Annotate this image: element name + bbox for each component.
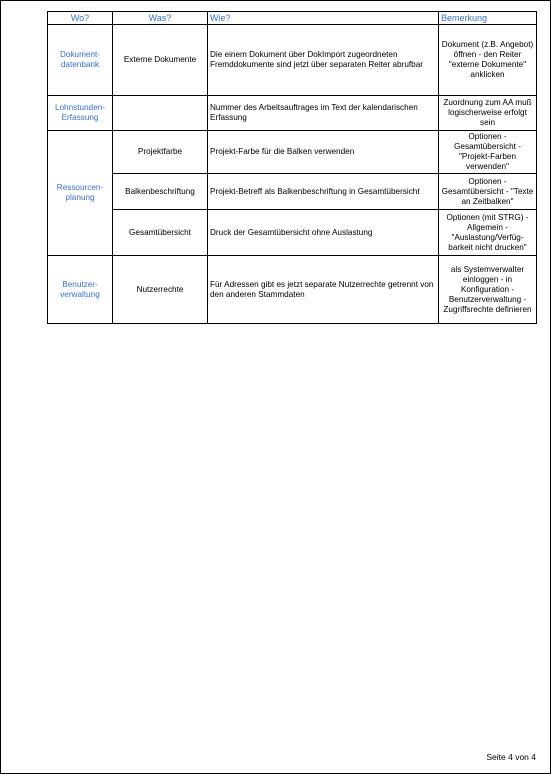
cell-bemerkung: als Systemverwalter einloggen - in Konfiguration - Benutzerverwaltung - Zugriffsrechte definieren <box>439 256 537 324</box>
header-wie: Wie? <box>208 12 439 25</box>
cell-was: Gesamtübersicht <box>113 210 208 256</box>
cell-wie: Für Adressen gibt es jetzt separate Nutzerrechte getrennt von den anderen Stammdaten <box>208 256 439 324</box>
header-bemerkung: Bemerkung <box>439 12 537 25</box>
cell-wie: Projekt-Farbe für die Balken verwenden <box>208 131 439 174</box>
cell-wie: Nummer des Arbeitsauftrages im Text der kalendarischen Erfassung <box>208 96 439 131</box>
header-wo: Wo? <box>48 12 113 25</box>
page-number: Seite 4 von 4 <box>486 752 536 762</box>
table-row <box>48 256 537 324</box>
cell-wie: Projekt-Betreff als Balkenbeschriftung in Gesamtübersicht <box>208 174 439 210</box>
cell-was <box>113 96 208 131</box>
table-row <box>48 96 537 131</box>
changes-table <box>47 11 537 324</box>
cell-bemerkung: Optionen (mit STRG) - Allgemein - "Auslastung/Verfüg-barkeit nicht drucken" <box>439 210 537 256</box>
cell-was: Balkenbeschriftung <box>113 174 208 210</box>
header-was: Was? <box>113 12 208 25</box>
table-header-row <box>48 12 537 25</box>
table-row <box>48 131 537 174</box>
table-row <box>48 25 537 96</box>
cell-wo: Benutzer- verwaltung <box>48 256 113 324</box>
cell-was: Projektfarbe <box>113 131 208 174</box>
cell-wie: Druck der Gesamtübersicht ohne Auslastung <box>208 210 439 256</box>
cell-wie: Die einem Dokument über DokImport zugeordneten Fremddokumente sind jetzt über separaten Reiter abrufbar <box>208 25 439 96</box>
table-row <box>48 210 537 256</box>
cell-bemerkung: Dokument (z.B. Angebot) öffnen - den Reiter "externe Dokumente" anklicken <box>439 25 537 96</box>
cell-bemerkung: Optionen - Gesamtübersicht - "Projekt-Farben verwenden" <box>439 131 537 174</box>
cell-was: Externe Dokumente <box>113 25 208 96</box>
cell-bemerkung: Optionen - Gesamtübersicht - "Texte an Zeitbalken" <box>439 174 537 210</box>
cell-wo: Lohnstunden- Erfassung <box>48 96 113 131</box>
cell-was: Nutzerrechte <box>113 256 208 324</box>
table-row <box>48 174 537 210</box>
cell-bemerkung: Zuordnung zum AA muß logischerweise erfolgt sein <box>439 96 537 131</box>
cell-wo: Dokument- datenbank <box>48 25 113 96</box>
cell-wo: Ressourcen- planung <box>48 131 113 256</box>
